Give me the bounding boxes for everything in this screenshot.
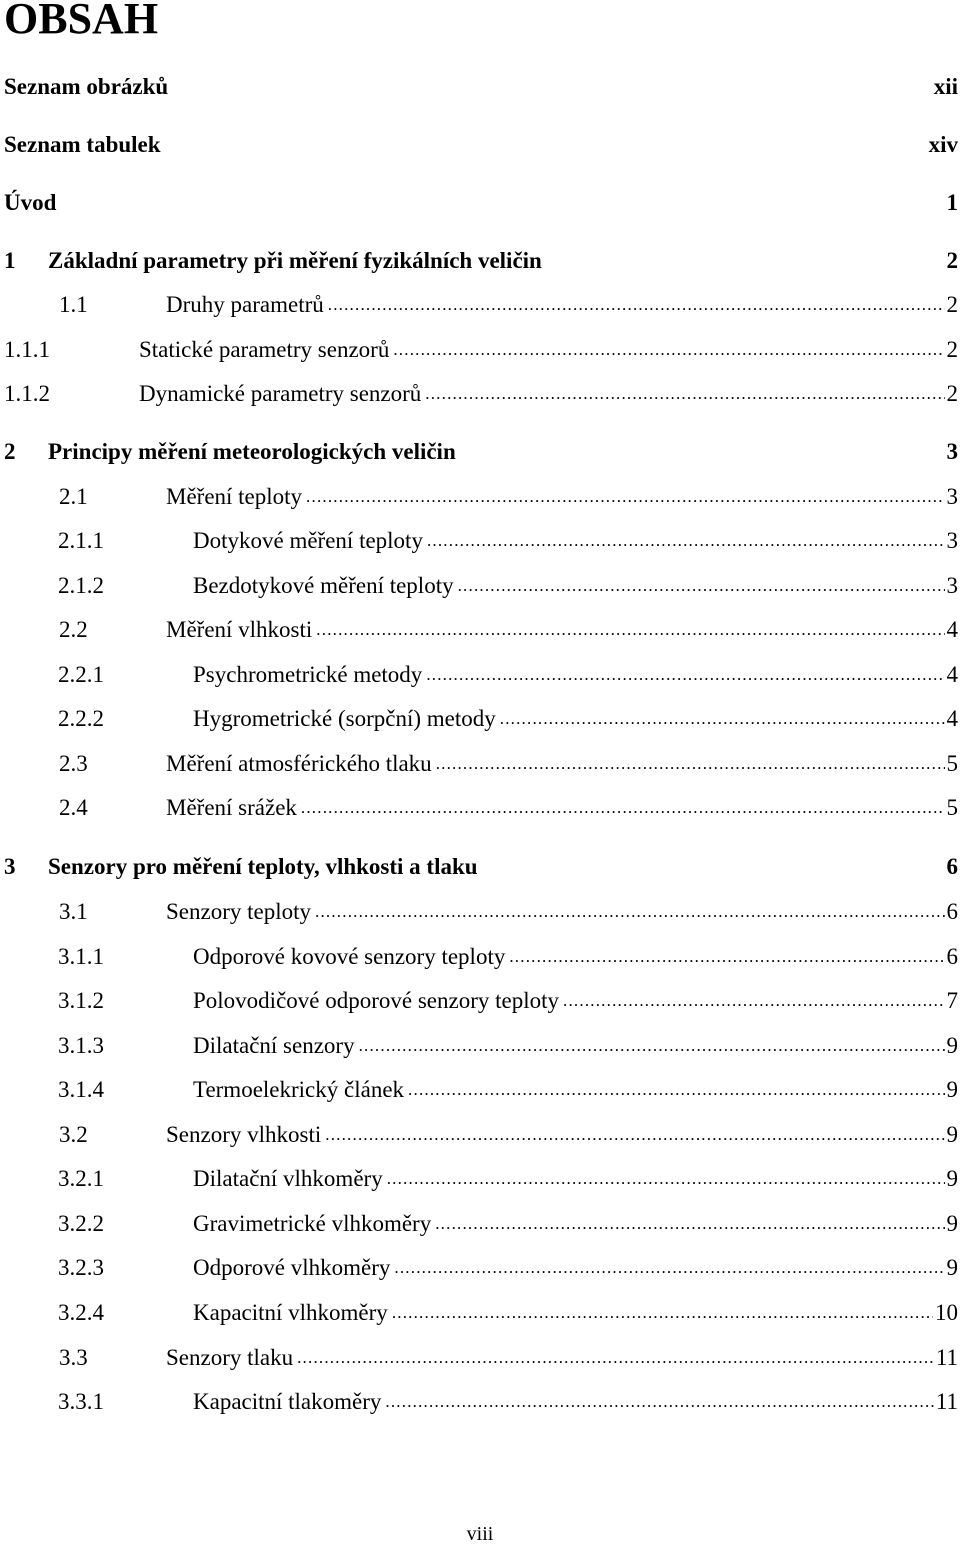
toc-section-3-3[interactable] xyxy=(4,1341,958,1373)
dot-leader xyxy=(315,897,945,927)
toc-entry-page: 3 xyxy=(946,573,958,598)
toc-entry-label: Bezdotykové měření teploty xyxy=(193,573,454,598)
toc-entry-page: xiv xyxy=(928,132,958,157)
page-number-footer: viii xyxy=(466,1523,494,1545)
toc-entry-label: Dilatační senzory xyxy=(193,1033,355,1058)
toc-entry-label: Principy měření meteorologických veličin xyxy=(48,439,456,464)
toc-entry-label: Měření vlhkosti xyxy=(166,617,313,642)
toc-entry-page: 11 xyxy=(935,1345,958,1370)
toc-entry-page: 2 xyxy=(946,337,958,362)
toc-entry-uvod[interactable] xyxy=(4,186,958,218)
toc-section-3-1[interactable] xyxy=(4,895,958,927)
toc-entry-label: Senzory vlhkosti xyxy=(166,1122,322,1147)
toc-section-3-2[interactable] xyxy=(4,1118,958,1150)
toc-entry-label: Hygrometrické (sorpční) metody xyxy=(193,706,496,731)
toc-subsection-3-2-2[interactable] xyxy=(4,1207,958,1239)
dot-leader xyxy=(306,482,944,512)
toc-entry-number: 2.2 xyxy=(59,617,88,642)
toc-entry-page: 3 xyxy=(946,528,958,553)
toc-entry-label: Seznam obrázků xyxy=(4,74,169,99)
toc-entry-number: 2.1 xyxy=(59,484,88,509)
toc-section-2-4[interactable] xyxy=(4,791,958,823)
toc-entry-number: 2.1.2 xyxy=(58,573,104,598)
toc-entry-label: Polovodičové odporové senzory teploty xyxy=(193,988,560,1013)
toc-entry-page: 5 xyxy=(946,751,958,776)
toc-entry-page: 2 xyxy=(946,381,958,406)
toc-entry-number: 3 xyxy=(4,854,16,879)
toc-section-1-1[interactable] xyxy=(4,288,958,320)
toc-entry-label: Měření atmosférického tlaku xyxy=(166,751,432,776)
dot-leader xyxy=(427,526,945,556)
toc-entry-page: 2 xyxy=(946,292,958,317)
toc-entry-label: Dotykové měření teploty xyxy=(193,528,423,553)
toc-entry-label: Odporové vlhkoměry xyxy=(193,1255,391,1280)
toc-entry-page: 5 xyxy=(946,795,958,820)
toc-subsection-3-2-3[interactable] xyxy=(4,1251,958,1283)
toc-entry-number: 3.1.1 xyxy=(58,944,104,969)
toc-entry-page: 3 xyxy=(946,439,958,464)
toc-entry-number: 2.1.1 xyxy=(58,528,104,553)
dot-leader xyxy=(563,986,944,1016)
toc-entry-label: Psychrometrické metody xyxy=(193,662,423,687)
toc-entry-label: Senzory pro měření teploty, vlhkosti a tlaku xyxy=(48,854,478,879)
toc-entry-label: Druhy parametrů xyxy=(166,292,324,317)
toc-entry-label: Dilatační vlhkoměry xyxy=(193,1166,383,1191)
dot-leader xyxy=(385,1387,933,1417)
toc-entry-number: 1.1.1 xyxy=(4,337,50,362)
toc-entry-number: 2.2.2 xyxy=(58,706,104,731)
toc-chapter-1[interactable] xyxy=(4,244,958,276)
dot-leader xyxy=(325,1120,944,1150)
toc-subsection-3-1-3[interactable] xyxy=(4,1029,958,1061)
toc-entry-number: 3.2.1 xyxy=(58,1166,104,1191)
toc-entry-number: 3.2.2 xyxy=(58,1211,104,1236)
toc-section-2-2[interactable] xyxy=(4,613,958,645)
toc-entry-page: 4 xyxy=(946,662,958,687)
toc-subsection-3-3-1[interactable] xyxy=(4,1385,958,1417)
toc-entry-number: 1 xyxy=(4,248,16,273)
toc-title: OBSAH xyxy=(4,0,159,43)
toc-entry-number: 3.3 xyxy=(59,1345,88,1370)
toc-entry-label: Měření srážek xyxy=(166,795,297,820)
toc-subsection-2-2-2[interactable] xyxy=(4,702,958,734)
toc-entry-number: 2.4 xyxy=(59,795,88,820)
toc-entry-label: Odporové kovové senzory teploty xyxy=(193,944,506,969)
toc-entry-page: 11 xyxy=(935,1389,958,1414)
toc-entry-number: 3.2.3 xyxy=(58,1255,104,1280)
toc-subsection-3-2-4[interactable] xyxy=(4,1296,958,1328)
dot-leader xyxy=(297,1343,934,1373)
toc-entry-page: 9 xyxy=(946,1033,958,1058)
toc-entry-page: 6 xyxy=(946,854,958,879)
toc-subsection-2-2-1[interactable] xyxy=(4,658,958,690)
toc-entry-label: Gravimetrické vlhkoměry xyxy=(193,1211,432,1236)
toc-entry-label: Kapacitní vlhkoměry xyxy=(193,1300,388,1325)
toc-entry-number: 3.1.4 xyxy=(58,1077,104,1102)
dot-leader xyxy=(436,749,945,779)
toc-entry-label: Základní parametry při měření fyzikálních veličin xyxy=(48,248,542,273)
toc-entry-seznam-obrazku[interactable] xyxy=(4,70,958,102)
toc-entry-page: 9 xyxy=(946,1166,958,1191)
toc-entry-page: 9 xyxy=(946,1255,958,1280)
toc-subsection-3-1-2[interactable] xyxy=(4,984,958,1016)
toc-entry-page: 7 xyxy=(946,988,958,1013)
dot-leader xyxy=(301,793,945,823)
toc-chapter-2[interactable] xyxy=(4,435,958,467)
toc-entry-label: Dynamické parametry senzorů xyxy=(139,381,422,406)
dot-leader xyxy=(500,704,945,734)
toc-entry-label: Seznam tabulek xyxy=(4,132,161,157)
toc-subsection-3-1-4[interactable] xyxy=(4,1073,958,1105)
toc-entry-page: 1 xyxy=(946,190,958,215)
toc-entry-number: 3.1 xyxy=(59,899,88,924)
toc-entry-number: 3.1.3 xyxy=(58,1033,104,1058)
toc-entry-number: 3.2.4 xyxy=(58,1300,104,1325)
toc-entry-page: 4 xyxy=(946,706,958,731)
dot-leader xyxy=(359,1031,945,1061)
toc-entry-page: 4 xyxy=(946,617,958,642)
dot-leader xyxy=(387,1164,945,1194)
toc-subsection-2-1-2[interactable] xyxy=(4,569,958,601)
dot-leader xyxy=(393,335,944,365)
toc-entry-page: 9 xyxy=(946,1211,958,1236)
dot-leader xyxy=(394,1253,944,1283)
toc-subsection-2-1-1[interactable] xyxy=(4,524,958,556)
toc-entry-page: 6 xyxy=(946,944,958,969)
dot-leader xyxy=(316,615,944,645)
toc-entry-page: 6 xyxy=(946,899,958,924)
toc-entry-number: 2.3 xyxy=(59,751,88,776)
toc-entry-number: 3.2 xyxy=(59,1122,88,1147)
dot-leader xyxy=(509,942,944,972)
toc-subsection-3-1-1[interactable] xyxy=(4,940,958,972)
dot-leader xyxy=(425,379,944,409)
toc-entry-number: 2.2.1 xyxy=(58,662,104,687)
toc-entry-page: 2 xyxy=(946,248,958,273)
dot-leader xyxy=(392,1298,933,1328)
toc-chapter-3[interactable] xyxy=(4,850,958,882)
toc-entry-page: 9 xyxy=(946,1077,958,1102)
toc-entry-seznam-tabulek[interactable] xyxy=(4,128,958,160)
toc-entry-label: Úvod xyxy=(4,190,57,215)
toc-entry-number: 3.1.2 xyxy=(58,988,104,1013)
toc-section-2-1[interactable] xyxy=(4,480,958,512)
toc-entry-page: 10 xyxy=(935,1300,958,1325)
dot-leader xyxy=(328,290,945,320)
toc-subsection-1-1-1[interactable] xyxy=(4,333,958,365)
toc-subsection-1-1-2[interactable] xyxy=(4,377,958,409)
dot-leader xyxy=(426,660,944,690)
toc-subsection-3-2-1[interactable] xyxy=(4,1162,958,1194)
toc-entry-label: Senzory tlaku xyxy=(166,1345,294,1370)
toc-entry-page: xii xyxy=(933,74,958,99)
toc-entry-number: 1.1.2 xyxy=(4,381,50,406)
dot-leader xyxy=(408,1075,944,1105)
toc-entry-number: 1.1 xyxy=(59,292,88,317)
dot-leader xyxy=(435,1209,944,1239)
toc-entry-label: Senzory teploty xyxy=(166,899,311,924)
toc-entry-page: 3 xyxy=(946,484,958,509)
toc-entry-label: Měření teploty xyxy=(166,484,303,509)
toc-entry-label: Kapacitní tlakoměry xyxy=(193,1389,382,1414)
toc-entry-label: Termoelekrický článek xyxy=(193,1077,405,1102)
toc-entry-number: 3.3.1 xyxy=(58,1389,104,1414)
toc-entry-label: Statické parametry senzorů xyxy=(139,337,390,362)
toc-entry-page: 9 xyxy=(946,1122,958,1147)
dot-leader xyxy=(458,571,945,601)
toc-entry-number: 2 xyxy=(4,439,16,464)
toc-section-2-3[interactable] xyxy=(4,747,958,779)
